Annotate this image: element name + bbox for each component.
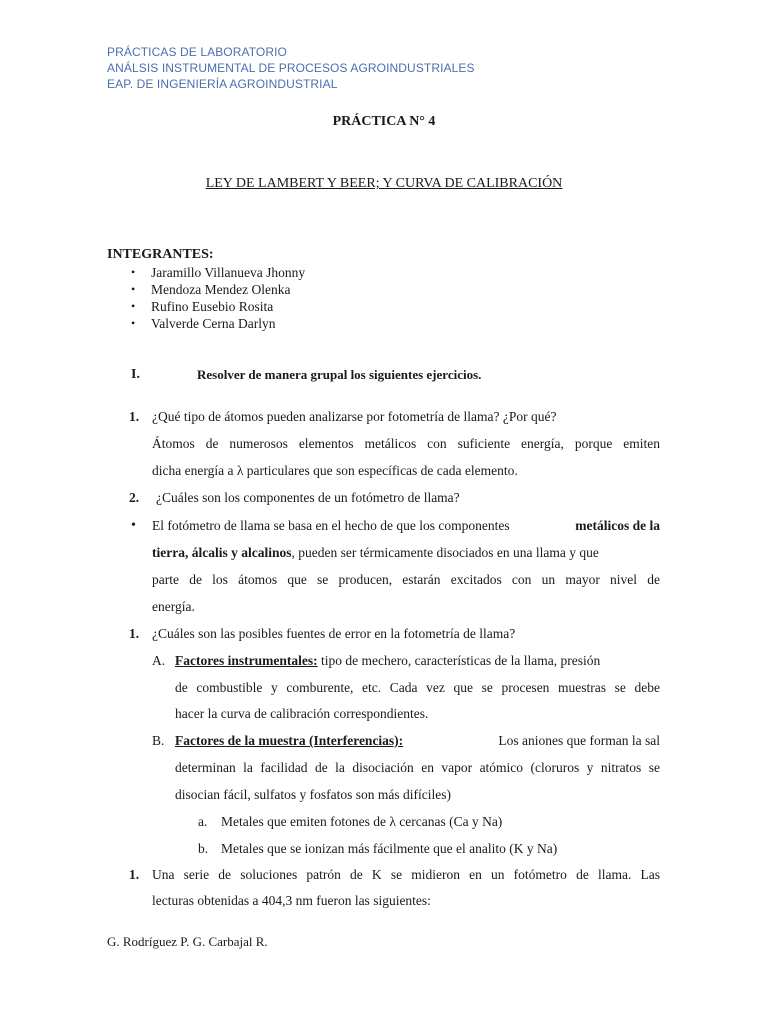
question-text: lecturas obtenidas a 404,3 nm fueron las siguientes: [152, 893, 431, 908]
question-number: 1. [129, 867, 140, 882]
answer-text: tipo de mechero, características de la llama, presión [317, 653, 601, 668]
page-subtitle: LEY DE LAMBERT Y BEER; Y CURVA DE CALIBRACIÓN [205, 176, 563, 191]
answer-text: , pueden ser térmicamente disociados en una llama y que [291, 545, 599, 560]
answer-line: energía. [152, 599, 195, 614]
page-footer: G. Rodríguez P. G. Carbajal R. [107, 934, 268, 949]
list-letter: A. [152, 653, 166, 668]
bullet: • [131, 518, 136, 533]
sublist-letter: b. [198, 841, 209, 856]
answer-line: de combustible y comburente, etc. Cada vez que se procesen muestras se debe [175, 680, 660, 695]
answer-line: disocian fácil, sulfatos y fosfatos son más difíciles) [175, 787, 451, 802]
sublist-letter: a. [198, 814, 208, 829]
answer-line: parte de los átomos que se producen, estarán excitados con un mayor nivel de [152, 572, 660, 587]
answer-line [152, 545, 599, 561]
question-text: ¿Cuáles son los componentes de un fotómetro de llama? [156, 490, 460, 505]
bullet: • [131, 265, 136, 279]
question-text: Una serie de soluciones patrón de K se midieron en un fotómetro de llama. Las [152, 867, 660, 882]
answer-line [175, 733, 660, 749]
answer-bold: tierra, álcalis y alcalinos [152, 545, 292, 560]
member-item: Mendoza Mendez Olenka [151, 282, 291, 297]
page-title: PRÁCTICA N° 4 [332, 114, 436, 129]
question-number: 2. [129, 490, 140, 505]
bullet: • [131, 316, 136, 330]
answer-line: Átomos de numerosos elementos metálicos con suficiente energía, porque emiten [152, 436, 660, 451]
header-line-2: ANÁLSIS INSTRUMENTAL DE PROCESOS AGROINDUSTRIALES [107, 61, 475, 75]
factor-label: Factores instrumentales: [175, 653, 318, 668]
answer-text: El fotómetro de llama se basa en el hecho de que los componentes [152, 518, 510, 533]
factor-label: Factores de la muestra (Interferencias): [175, 733, 404, 748]
question-number: 1. [129, 409, 140, 424]
member-item: Rufino Eusebio Rosita [151, 299, 274, 314]
bullet: • [131, 282, 136, 296]
answer-line [152, 518, 660, 534]
question-text: ¿Qué tipo de átomos pueden analizarse por fotometría de llama? ¿Por qué? [152, 409, 557, 424]
answer-line: hacer la curva de calibración correspondientes. [175, 706, 429, 721]
question-number: 1. [129, 626, 140, 641]
answer-line: determinan la facilidad de la disociación en vapor atómico (cloruros y nitratos se [175, 760, 660, 775]
list-letter: B. [152, 733, 165, 748]
section-heading: Resolver de manera grupal los siguientes ejercicios. [197, 367, 482, 382]
members-label: INTEGRANTES: [107, 247, 214, 262]
bullet: • [131, 299, 136, 313]
header-line-3: EAP. DE INGENIERÍA AGROINDUSTRIAL [107, 77, 338, 91]
section-numeral: I. [131, 367, 140, 382]
member-item: Valverde Cerna Darlyn [151, 316, 276, 331]
member-item: Jaramillo Villanueva Jhonny [151, 265, 306, 280]
header-line-1: PRÁCTICAS DE LABORATORIO [107, 45, 287, 59]
answer-line [175, 653, 660, 669]
answer-line: dicha energía a λ particulares que son específicas de cada elemento. [152, 463, 518, 478]
answer-text: Los aniones que forman la sal [495, 733, 660, 748]
question-text: ¿Cuáles son las posibles fuentes de error en la fotometría de llama? [152, 626, 516, 641]
sublist-text: Metales que se ionizan más fácilmente que el analito (K y Na) [221, 841, 558, 856]
answer-bold: metálicos de la [575, 518, 660, 533]
sublist-text: Metales que emiten fotones de λ cercanas (Ca y Na) [221, 814, 503, 829]
